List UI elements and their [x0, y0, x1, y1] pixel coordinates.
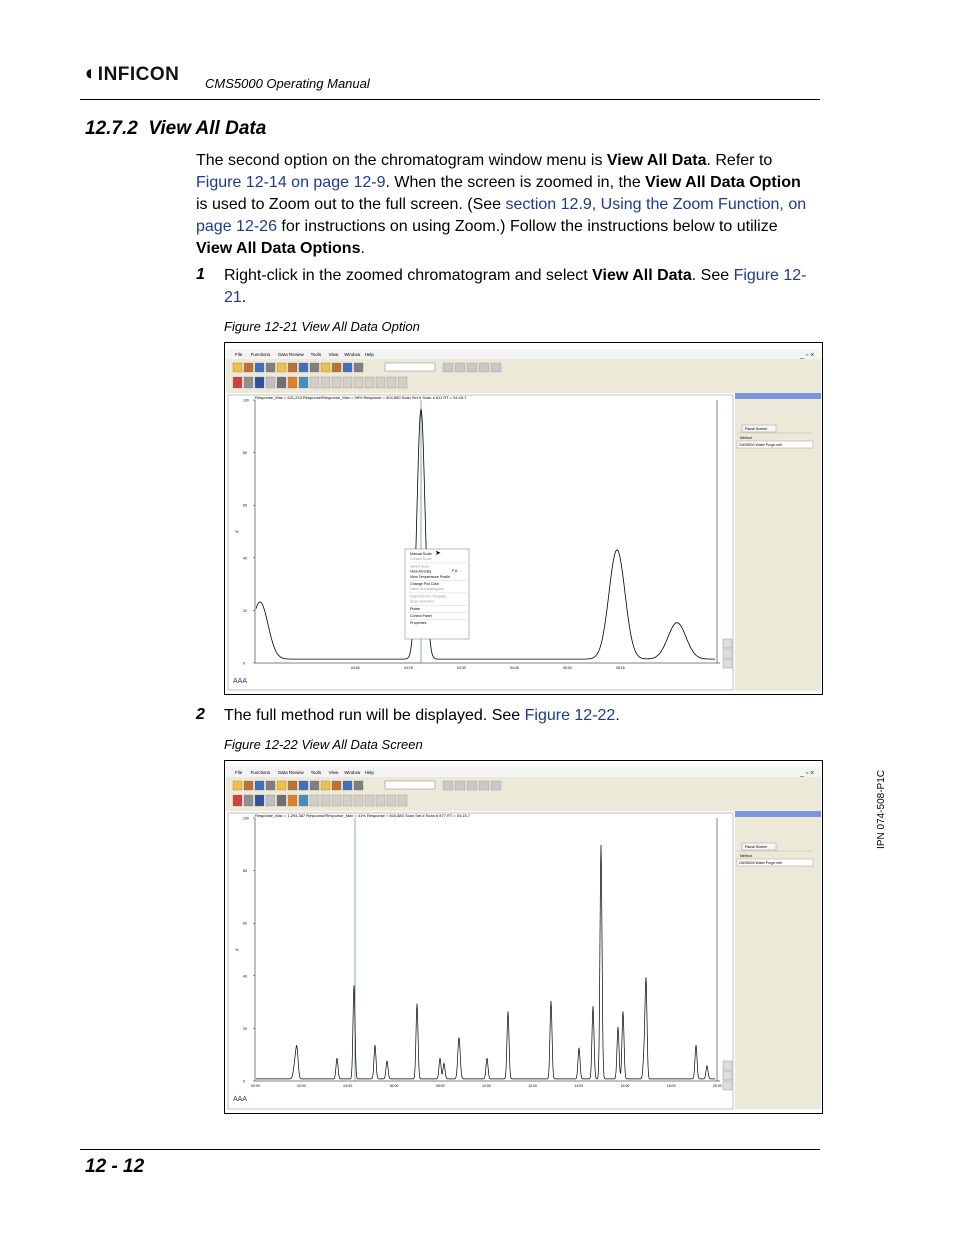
- y-tick-label: 60: [243, 503, 247, 508]
- toolbar-button-icon[interactable]: [343, 795, 352, 806]
- context-menu-item[interactable]: View Temperature Profile: [410, 574, 451, 579]
- toolbar-button-icon[interactable]: [299, 795, 308, 806]
- toolbar-button-icon[interactable]: [443, 781, 453, 790]
- menu-view[interactable]: View: [328, 770, 339, 775]
- toolbar-button-icon[interactable]: [491, 363, 501, 372]
- y-tick-label: 80: [243, 869, 247, 874]
- link-figure-12-22[interactable]: Figure 12-22: [524, 707, 616, 724]
- mouse-cursor-icon: ➤: [435, 550, 441, 557]
- x-tick-label: 04:00: [343, 1084, 353, 1088]
- toolbar-button-icon[interactable]: [321, 795, 330, 806]
- toolbar-button-icon[interactable]: [332, 795, 341, 806]
- toolbar-button-icon[interactable]: [233, 363, 242, 372]
- x-tick-label: 04:30: [457, 666, 466, 670]
- document-ipn: IPN 074-508-P1C: [876, 770, 887, 849]
- toolbar-button-icon[interactable]: [365, 795, 374, 806]
- svg-text:Pause Screen: Pause Screen: [745, 427, 767, 431]
- step-2-number: 2: [196, 706, 205, 723]
- toolbar-button-icon[interactable]: [491, 781, 501, 790]
- intro-paragraph: The second option on the chromatogram window menu is View All Data. Refer to Figure 12-14 on page 12-9. When the screen is zoomed in, the View All Data Option is used to Zoom out to the full screen. (See section 12.9, Using the Zoom Function, on page 12-26 for instructions on using Zoom.) Follow the instructions below to utilize View All Data Options.: [196, 152, 807, 257]
- toolbar-button-icon[interactable]: [310, 795, 319, 806]
- step-1-number: 1: [196, 266, 205, 283]
- x-tick-label: 08:00: [435, 1084, 445, 1088]
- svg-text:_ ▫ ×: _ ▫ ×: [800, 352, 815, 359]
- toolbar-button-icon[interactable]: [343, 363, 352, 372]
- menu-view[interactable]: View: [328, 352, 339, 357]
- toolbar-button-icon[interactable]: [266, 795, 275, 806]
- toolbar-button-icon[interactable]: [376, 377, 385, 388]
- toolbar-button-icon[interactable]: [255, 377, 264, 388]
- toolbar-button-icon[interactable]: [299, 377, 308, 388]
- fig1-context-menu[interactable]: [405, 549, 469, 639]
- toolbar-button-icon[interactable]: [376, 795, 385, 806]
- section-title: 12.7.2 View All Data: [85, 118, 267, 139]
- link-section-12-9[interactable]: section 12.9, Using the Zoom Function, on page 12-26: [196, 196, 807, 235]
- y-tick-label: 20: [243, 1026, 247, 1031]
- toolbar-button-icon[interactable]: [354, 781, 363, 790]
- toolbar-button-icon[interactable]: [255, 795, 264, 806]
- svg-text:Pause Screen: Pause Screen: [745, 845, 767, 849]
- x-tick-label: 14:00: [574, 1084, 584, 1088]
- context-menu-item[interactable]: View All Data: [410, 569, 432, 574]
- toolbar-button-icon[interactable]: [266, 363, 275, 372]
- toolbar-button-icon[interactable]: [233, 781, 242, 790]
- context-menu-item[interactable]: Label Chromatogram: [410, 587, 444, 592]
- y-tick-label: 0: [243, 1079, 245, 1084]
- manual-title: CMS5000 Operating Manual: [205, 76, 370, 91]
- context-menu-item[interactable]: Control Scale: [410, 557, 432, 562]
- toolbar-button-icon[interactable]: [277, 363, 286, 372]
- toolbar-button-icon[interactable]: [288, 377, 297, 388]
- x-tick-label: 04:45: [510, 666, 519, 670]
- fig2-aaa-icon[interactable]: AAA: [233, 1096, 248, 1103]
- y-tick-label: 40: [243, 556, 247, 561]
- toolbar-button-icon[interactable]: [479, 781, 489, 790]
- toolbar-button-icon[interactable]: [244, 377, 253, 388]
- fig2-zoom-icons[interactable]: [723, 1061, 732, 1090]
- toolbar-button-icon[interactable]: [455, 363, 465, 372]
- x-tick-label: 05:15: [616, 666, 625, 670]
- toolbar-button-icon[interactable]: [288, 781, 297, 790]
- context-menu-item[interactable]: Change Plot Color: [410, 582, 440, 586]
- menu-file[interactable]: File: [235, 352, 243, 357]
- x-tick-label: 10:00: [482, 1084, 491, 1088]
- figure-12-21-screenshot: [224, 342, 823, 695]
- toolbar-button-icon[interactable]: [467, 781, 477, 790]
- toolbar-button-icon[interactable]: [255, 781, 264, 790]
- toolbar-button-icon[interactable]: [310, 363, 319, 372]
- fig1-zoom-icons[interactable]: [723, 639, 732, 668]
- toolbar-button-icon[interactable]: [255, 363, 264, 372]
- inficon-logo: ◖ INFICON: [82, 60, 180, 85]
- svg-text:F11: F11: [452, 569, 458, 573]
- toolbar-button-icon[interactable]: [321, 781, 330, 790]
- x-tick-label: 04:00: [351, 666, 360, 670]
- y-tick-label: 60: [243, 921, 247, 926]
- context-menu-item[interactable]: Control Panel: [410, 614, 432, 618]
- context-menu-item[interactable]: Manual Scale: [410, 552, 432, 556]
- figure-12-22-screenshot: [224, 760, 823, 1114]
- toolbar-dropdown[interactable]: [385, 363, 435, 371]
- toolbar-button-icon[interactable]: [455, 781, 465, 790]
- svg-text:_ ▫ ×: _ ▫ ×: [800, 770, 815, 777]
- toolbar-button-icon[interactable]: [332, 781, 341, 790]
- toolbar-button-icon[interactable]: [310, 781, 319, 790]
- menu-data-review[interactable]: Data Review: [278, 770, 304, 775]
- window-controls-icon[interactable]: [799, 352, 814, 359]
- menu-tools[interactable]: Tools: [310, 770, 322, 775]
- link-figure-12-14[interactable]: Figure 12-14 on page 12-9: [196, 174, 386, 191]
- y-tick-label: 80: [243, 451, 247, 456]
- toolbar-button-icon[interactable]: [233, 795, 242, 806]
- context-menu-item[interactable]: Scan Selection: [410, 599, 434, 604]
- step-2-text: The full method run will be displayed. See Figure 12-22.: [224, 707, 620, 724]
- fig2-y-label: %: [235, 947, 239, 952]
- toolbar-button-icon[interactable]: [479, 363, 489, 372]
- toolbar-button-icon[interactable]: [354, 363, 363, 372]
- window-controls-icon[interactable]: [799, 770, 814, 777]
- x-tick-label: 05:00: [563, 666, 572, 670]
- toolbar-button-icon[interactable]: [354, 795, 363, 806]
- toolbar-button-icon[interactable]: [244, 795, 253, 806]
- y-tick-label: 0: [243, 661, 245, 666]
- menu-window[interactable]: Window: [344, 770, 361, 775]
- toolbar-button-icon[interactable]: [288, 795, 297, 806]
- x-tick-label: 02:00: [297, 1084, 306, 1088]
- menu-functions[interactable]: Functions: [250, 770, 271, 775]
- figure-12-21-caption: Figure 12-21 View All Data Option: [224, 319, 420, 334]
- context-menu-item[interactable]: Hold Plot For Template: [410, 594, 447, 599]
- toolbar-button-icon[interactable]: [299, 781, 308, 790]
- footer-rule: [80, 1149, 820, 1150]
- toolbar-button-icon[interactable]: [233, 377, 242, 388]
- toolbar-dropdown[interactable]: [385, 781, 435, 789]
- toolbar-button-icon[interactable]: [244, 781, 253, 790]
- toolbar-button-icon[interactable]: [277, 377, 286, 388]
- toolbar-button-icon[interactable]: [387, 377, 396, 388]
- toolbar-button-icon[interactable]: [354, 377, 363, 388]
- x-tick-label: 12:00: [528, 1084, 537, 1088]
- toolbar-button-icon[interactable]: [299, 363, 308, 372]
- fig1-info-line: Response_Max = 521,243 Response/Response_Max = 98% Response = 504,850 Scan Set # Scan # 811 RT = 04:15.7: [255, 395, 467, 400]
- menu-help[interactable]: Help: [364, 352, 374, 357]
- fig1-method-field[interactable]: CMS5000 Water Purge.mth: [739, 443, 782, 447]
- toolbar-button-icon[interactable]: [321, 363, 330, 372]
- toolbar-button-icon[interactable]: [332, 377, 341, 388]
- context-menu-item[interactable]: Properties: [410, 621, 427, 626]
- toolbar-button-icon[interactable]: [343, 781, 352, 790]
- toolbar-button-icon[interactable]: [288, 363, 297, 372]
- y-tick-label: 100: [243, 398, 249, 403]
- step-1-text: Right-click in the zoomed chromatogram and select View All Data. See Figure 12-21.: [224, 267, 807, 306]
- x-tick-label: 18:00: [666, 1084, 676, 1088]
- x-tick-label: 00:00: [251, 1084, 260, 1088]
- fig1-aaa-icon[interactable]: AAA: [233, 678, 248, 685]
- toolbar-button-icon[interactable]: [266, 781, 275, 790]
- x-tick-label: 04:15: [404, 666, 413, 670]
- toolbar-button-icon[interactable]: [277, 781, 286, 790]
- fig2-method-field[interactable]: CMS5000 Water Purge.mth: [739, 861, 782, 865]
- figure-12-22-caption: Figure 12-22 View All Data Screen: [224, 737, 423, 752]
- svg-text:Method: Method: [740, 854, 752, 858]
- y-tick-label: 40: [243, 974, 247, 979]
- toolbar-button-icon[interactable]: [443, 363, 453, 372]
- toolbar-button-icon[interactable]: [266, 377, 275, 388]
- header-rule: [80, 99, 820, 100]
- toolbar-button-icon[interactable]: [365, 377, 374, 388]
- toolbar-button-icon[interactable]: [467, 363, 477, 372]
- menu-file[interactable]: File: [235, 770, 243, 775]
- menu-data-review[interactable]: Data Review: [278, 352, 304, 357]
- toolbar-button-icon[interactable]: [310, 377, 319, 388]
- toolbar-button-icon[interactable]: [387, 795, 396, 806]
- x-tick-label: 16:00: [620, 1084, 630, 1088]
- toolbar-button-icon[interactable]: [343, 377, 352, 388]
- menu-tools[interactable]: Tools: [310, 352, 322, 357]
- toolbar-button-icon[interactable]: [321, 377, 330, 388]
- y-tick-label: 100: [243, 816, 249, 821]
- svg-text:Method: Method: [740, 436, 752, 440]
- menu-functions[interactable]: Functions: [250, 352, 271, 357]
- toolbar-button-icon[interactable]: [277, 795, 286, 806]
- inficon-mark-icon: ◖: [82, 60, 96, 85]
- fig2-info-line: Response_Max = 1,294,367 Response/Response_Max = 41% Response = 504,880 Scan Set # Scan # 877 RT = 04:15.7: [255, 813, 471, 818]
- x-tick-label: 06:00: [389, 1084, 399, 1088]
- x-tick-label: 20:00: [713, 1084, 722, 1088]
- context-menu-item[interactable]: Plotter: [410, 606, 421, 611]
- context-menu-item[interactable]: Select Scan: [410, 564, 430, 569]
- y-tick-label: 20: [243, 608, 247, 613]
- toolbar-button-icon[interactable]: [398, 795, 407, 806]
- toolbar-button-icon[interactable]: [398, 377, 407, 388]
- menu-help[interactable]: Help: [364, 770, 374, 775]
- toolbar-button-icon[interactable]: [332, 363, 341, 372]
- link-figure-12-21[interactable]: Figure 12-21: [224, 267, 807, 306]
- menu-window[interactable]: Window: [344, 352, 361, 357]
- toolbar-button-icon[interactable]: [244, 363, 253, 372]
- fig1-y-label: %: [235, 529, 239, 534]
- page-number: 12 - 12: [85, 1156, 145, 1177]
